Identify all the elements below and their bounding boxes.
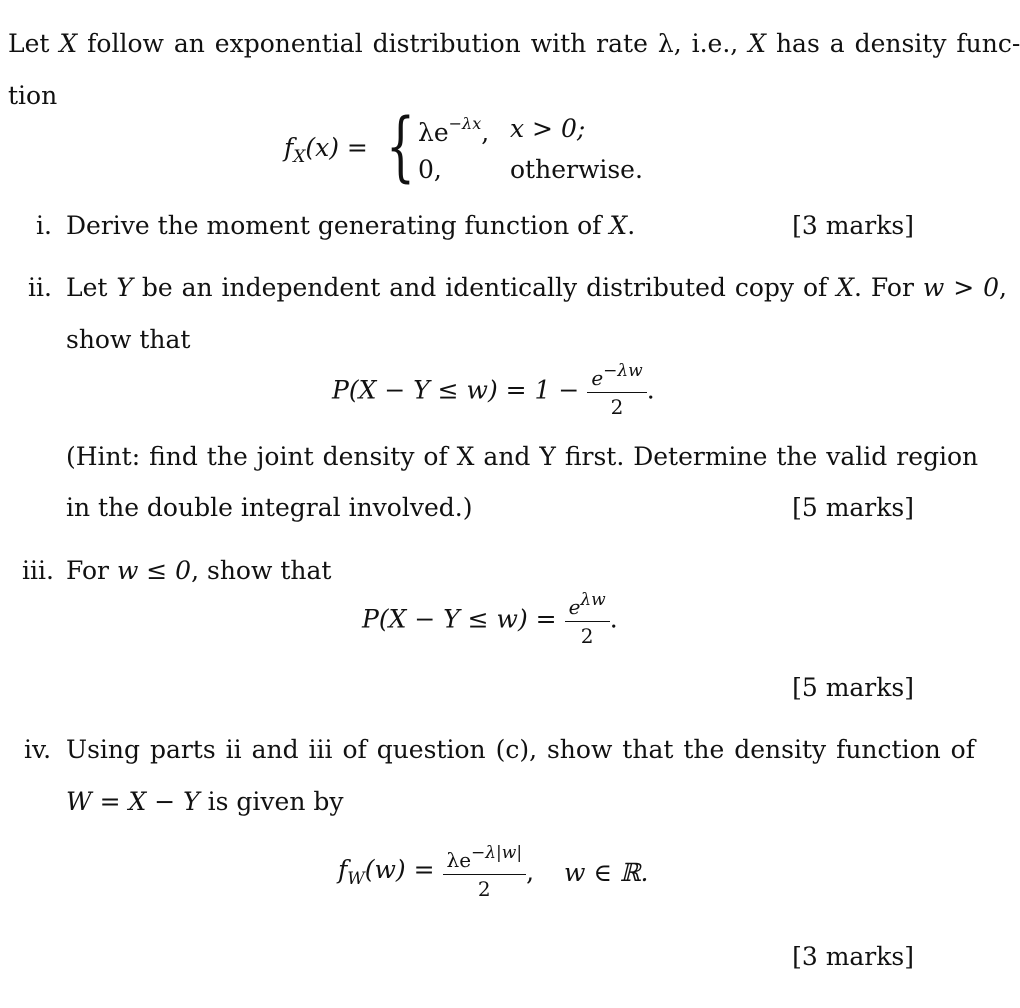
part-iii-marks: [5 marks]	[792, 673, 914, 702]
part-i-text-b: .	[627, 211, 636, 240]
cases-brace: {	[386, 101, 416, 190]
case-1-exponent: −λx	[448, 114, 482, 133]
part-ii-text-a: Let	[66, 273, 117, 302]
part-i-text	[66, 213, 635, 238]
part-iv-marks: [3 marks]	[792, 942, 914, 971]
part-iv-f: f	[338, 854, 348, 884]
part-iv-num-exp: −λ|w|	[471, 843, 523, 863]
case-1-comma: ,	[481, 118, 490, 147]
part-ii-var-y: Y	[116, 273, 133, 302]
part-iii-text-b: , show that	[191, 556, 332, 585]
part-ii-text-d: ,	[999, 273, 1007, 302]
part-iv-eq-comma: ,	[526, 857, 535, 887]
part-iii-denominator: 2	[580, 624, 594, 648]
var-x: X	[59, 29, 78, 58]
case-2-condition: otherwise.	[510, 155, 643, 184]
part-ii-text-c: . For	[854, 273, 923, 302]
part-ii-condition: w > 0	[922, 273, 999, 302]
part-iv-arg: (w) =	[364, 854, 435, 884]
part-iii-num-exp: λw	[580, 590, 606, 610]
case-1-condition: x > 0;	[510, 114, 586, 143]
part-iii-fraction	[565, 591, 610, 647]
part-i-text-a: Derive the moment generating function of	[66, 211, 610, 240]
density-f: f	[284, 133, 294, 162]
intro-line-2: tion	[8, 81, 58, 110]
part-iii-fraction-bar	[565, 621, 610, 622]
part-ii-num-exp: −λw	[603, 361, 643, 381]
case-1-expr	[418, 116, 489, 145]
part-ii-line-2: show that	[66, 325, 191, 354]
part-iv-equation	[338, 844, 649, 900]
part-iv-num-lambda-e: λe	[446, 848, 472, 872]
var-x-2: X	[748, 29, 766, 58]
part-iv-line-1: Using parts ii and iii of question (c), show that the density function of	[66, 735, 975, 764]
part-ii-hint-line-2: in the double integral involved.)	[66, 493, 473, 522]
part-iii-numerator	[565, 591, 610, 618]
part-ii-hint-line-1: (Hint: find the joint density of X and Y first. Determine the valid region	[66, 442, 979, 471]
intro-text-a: Let	[8, 29, 60, 58]
part-ii-equation	[332, 362, 655, 418]
part-ii-numerator	[587, 362, 646, 389]
part-ii-var-x: X	[836, 273, 855, 302]
part-iv-line-2-text: is given by	[199, 787, 344, 816]
part-iii-text-a: For	[66, 556, 117, 585]
part-iii-number: iii.	[22, 556, 54, 585]
case-1-lambda-e: λe	[418, 118, 449, 147]
part-ii-number: ii.	[28, 273, 52, 302]
part-ii-num-e: e	[591, 366, 604, 390]
part-ii-eq-end: .	[646, 375, 655, 405]
part-iii-line-1	[66, 558, 331, 583]
density-arg: (x) =	[305, 133, 368, 162]
density-sub: X	[293, 147, 306, 167]
part-ii-fraction	[587, 362, 646, 418]
part-iv-w-expr: W = X − Y	[66, 787, 200, 816]
part-iv-domain: w ∈ ℝ.	[563, 857, 649, 887]
intro-text-b: follow an exponential distribution with rate	[77, 29, 658, 58]
part-iv-number: iv.	[24, 735, 52, 764]
part-iii-num-e: e	[568, 595, 581, 619]
part-ii-text-b: be an independent and identically distributed copy of	[132, 273, 837, 302]
density-lhs	[284, 135, 368, 166]
part-iv-line-2	[66, 789, 344, 814]
part-iv-denominator: 2	[477, 877, 491, 901]
part-i-number: i.	[36, 211, 52, 240]
part-iv-eq-lhs	[338, 854, 435, 889]
intro-line-1	[8, 31, 1020, 56]
intro-text-d: has a density func-	[766, 29, 1020, 58]
part-iii-equation	[362, 591, 618, 647]
part-ii-line-1	[66, 275, 1007, 300]
part-i-var: X	[609, 211, 628, 240]
case-2-expr: 0,	[418, 155, 442, 184]
part-iv-fraction	[443, 844, 527, 900]
part-iv-numerator	[443, 844, 527, 871]
part-ii-marks: [5 marks]	[792, 493, 914, 522]
lambda-symbol: λ	[657, 29, 674, 58]
part-ii-eq-lhs: P(X − Y ≤ w) = 1 −	[332, 375, 580, 405]
part-iii-eq-end: .	[609, 604, 618, 634]
part-ii-fraction-bar	[587, 392, 646, 393]
part-iv-fraction-bar	[443, 874, 527, 875]
part-iii-eq-lhs: P(X − Y ≤ w) =	[362, 604, 557, 634]
part-iii-condition: w ≤ 0	[116, 556, 192, 585]
intro-text-c: , i.e.,	[673, 29, 749, 58]
part-i-marks: [3 marks]	[792, 211, 914, 240]
part-ii-denominator: 2	[610, 395, 624, 419]
part-iv-sub: W	[347, 868, 365, 889]
